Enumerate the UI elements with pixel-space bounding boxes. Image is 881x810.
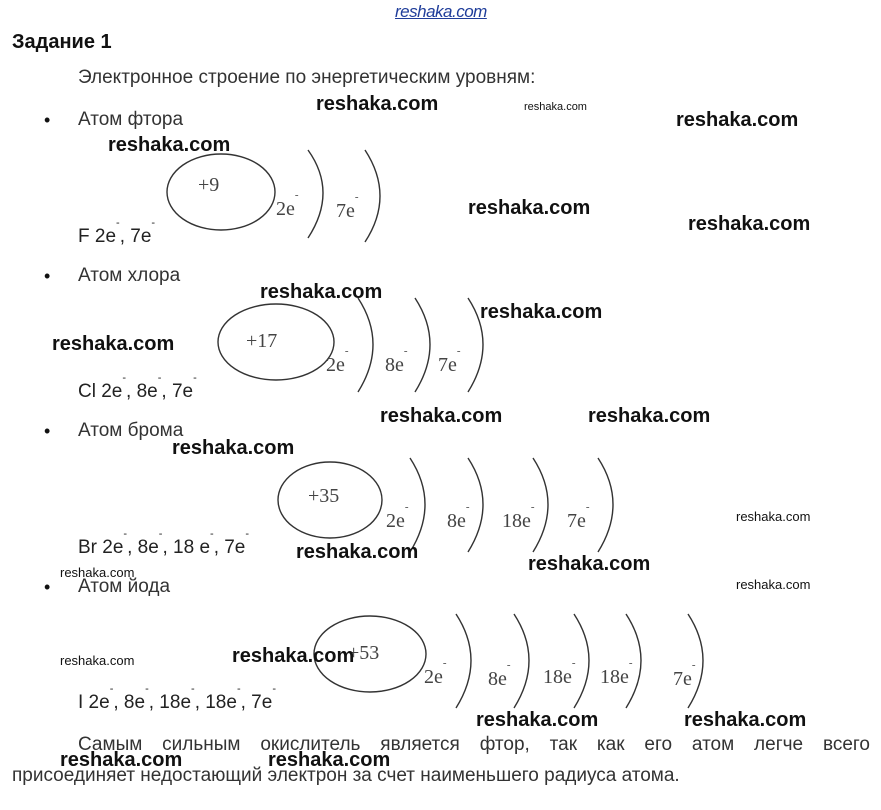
nucleus-charge: +35 [308, 485, 340, 507]
atom-label-iodine: Атом йода [78, 576, 171, 597]
shell-label: 7e- [673, 659, 696, 690]
bullet-icon: • [44, 577, 51, 597]
shell-label: 7e- [438, 345, 461, 376]
watermark: reshaka.com [736, 509, 811, 524]
conclusion-line-1: Самым сильным окислитель является фтор, так как его атом легче всего [78, 734, 870, 755]
shell-label: 2e- [386, 501, 409, 532]
watermark: reshaka.com [60, 565, 135, 580]
shell-arc [456, 614, 471, 708]
electron-formula-fluorine: F 2e-, 7e- [78, 217, 156, 247]
watermark: reshaka.com [232, 645, 355, 667]
watermark: reshaka.com [524, 101, 587, 113]
shell-label: 2e- [276, 189, 299, 220]
watermark: reshaka.com [316, 93, 439, 115]
nucleus-charge: +53 [348, 642, 380, 664]
watermark: reshaka.com [52, 333, 175, 355]
electron-formula-chlorine: Cl 2e-, 8e-, 7e- [78, 372, 197, 402]
shell-arc [358, 298, 373, 392]
conclusion-paragraph [12, 729, 870, 791]
intro-text: Электронное строение по энергетическим уровням: [78, 67, 536, 88]
watermark: reshaka.com [684, 709, 807, 731]
shell-arc [410, 458, 425, 552]
watermark: reshaka.com [60, 749, 183, 771]
task-title: Задание 1 [12, 31, 112, 53]
shell-label: 2e- [424, 657, 447, 688]
shell-label: 8e- [385, 345, 408, 376]
shell-label: 8e- [447, 501, 470, 532]
watermark: reshaka.com [736, 577, 811, 592]
bullet-icon: • [44, 421, 51, 441]
shell-label: 8e- [488, 659, 511, 690]
shell-label: 18e- [502, 501, 535, 532]
shell-arc [365, 150, 380, 242]
shell-label: 7e- [567, 501, 590, 532]
shell-arc [514, 614, 529, 708]
watermark: reshaka.com [172, 437, 295, 459]
atom-label-chlorine: Атом хлора [78, 265, 181, 286]
watermark: reshaka.com [268, 749, 391, 771]
watermark: reshaka.com [108, 134, 231, 156]
watermark: reshaka.com [60, 653, 135, 668]
watermark: reshaka.com [296, 541, 419, 563]
bullet-icon: • [44, 110, 51, 130]
conclusion-line-2: присоединяет недостающий электрон за счет наименьшего радиуса атома. [12, 765, 680, 786]
shell-arc [598, 458, 613, 552]
shell-arc [415, 298, 430, 392]
iodine-diagram [310, 610, 740, 720]
shell-arc [308, 150, 323, 238]
watermark: reshaka.com [476, 709, 599, 731]
electron-formula-iodine: I 2e-, 8e-, 18e-, 18e-, 7e- [78, 683, 276, 713]
atom-label-bromine: Атом брома [78, 420, 184, 441]
atom-label-fluorine: Атом фтора [78, 109, 184, 130]
header-link[interactable]: reshaka.com [395, 2, 487, 21]
shell-label: 18e- [600, 657, 633, 688]
watermark: reshaka.com [480, 301, 603, 323]
nucleus-charge: +17 [246, 330, 278, 352]
watermark: reshaka.com [528, 553, 651, 575]
nucleus-ellipse [167, 154, 275, 230]
shell-label: 18e- [543, 657, 576, 688]
watermark: reshaka.com [676, 109, 799, 131]
watermark: reshaka.com [468, 197, 591, 219]
shell-label: 7e- [336, 191, 359, 222]
shell-label: 2e- [326, 345, 349, 376]
shell-arc [533, 458, 548, 552]
watermark: reshaka.com [260, 281, 383, 303]
watermark: reshaka.com [688, 213, 811, 235]
watermark: reshaka.com [380, 405, 503, 427]
shell-arc [468, 458, 483, 552]
electron-formula-bromine: Br 2e-, 8e-, 18 e-, 7e- [78, 528, 250, 558]
shell-arc [574, 614, 589, 708]
bullet-icon: • [44, 266, 51, 286]
nucleus-charge: +9 [198, 174, 220, 196]
watermark: reshaka.com [588, 405, 711, 427]
